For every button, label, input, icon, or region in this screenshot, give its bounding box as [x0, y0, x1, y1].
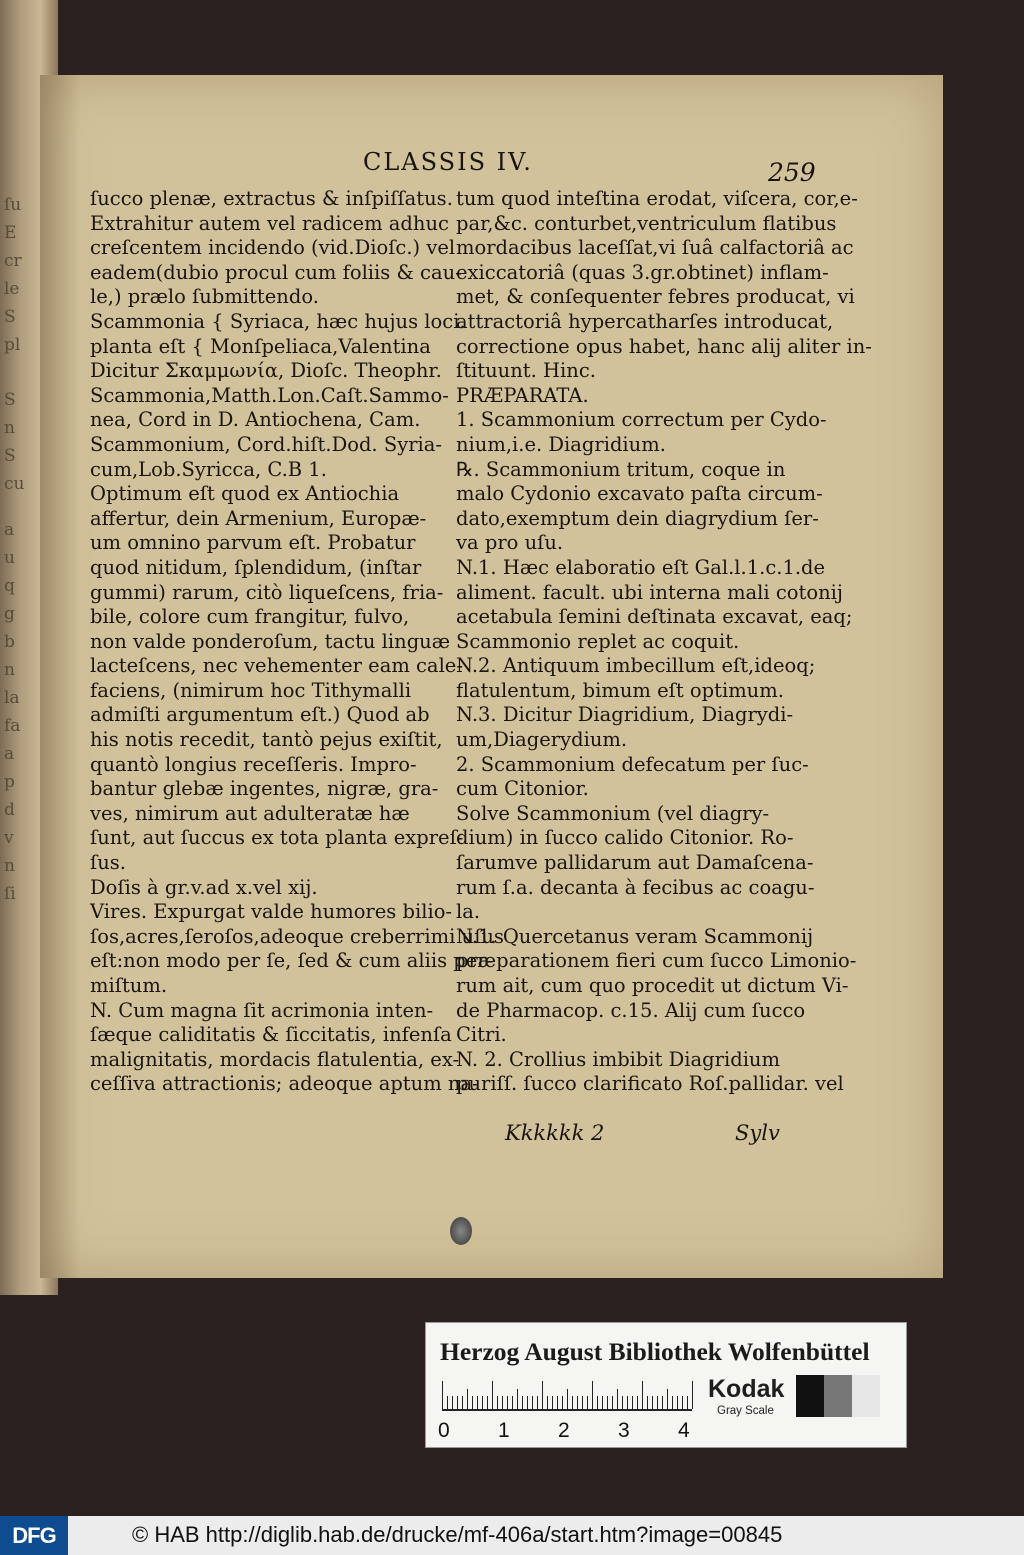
facing-page-text: q [4, 576, 15, 596]
color-calibration-bar [425, 1322, 907, 1448]
text-line: Dicitur Σκαμμωνία, Dioſc. Theophr. [90, 359, 442, 383]
facing-page-text: E [4, 223, 17, 243]
ruler-tick [482, 1396, 483, 1409]
ruler-tick [682, 1396, 683, 1409]
ruler-tick [517, 1389, 518, 1409]
text-line: le,) prælo ſubmittendo. [90, 285, 319, 309]
text-line: admiſti argumentum eſt.) Quod ab [90, 703, 430, 727]
text-line: tum quod inteſtina erodat, viſcera, cor,e- [456, 187, 858, 210]
ruler-number: 2 [558, 1419, 570, 1442]
facing-page-text: n [4, 660, 15, 680]
ruler-tick [632, 1396, 633, 1409]
text-line: N.3. Dicitur Diagridium, Diagrydi- [456, 703, 794, 727]
text-line: um,Diagerydium. [456, 728, 628, 752]
footer-bar [0, 1516, 1024, 1555]
ruler-tick [557, 1396, 558, 1409]
text-line: Optimum eſt quod ex Antiochia [90, 482, 400, 506]
text-line: puriſſ. ſucco clarificato Roſ.pallidar. vel [456, 1072, 844, 1096]
text-line: Doſis à gr.v.ad x.vel xij. [90, 875, 318, 899]
ruler-tick [542, 1381, 543, 1409]
text-line: ſarumve pallidarum aut Damaſcena- [456, 851, 814, 875]
ruler-tick [512, 1396, 513, 1409]
text-line: Vires. Expurgat valde humores bilio- [90, 900, 453, 924]
facing-page-text: ſu [4, 195, 22, 215]
signature-mark: Kkkkkk 2 [505, 1121, 605, 1145]
ruler-tick [457, 1396, 458, 1409]
ruler-tick [662, 1396, 663, 1409]
text-line: his notis recedit, tantò pejus exiſtit, [90, 728, 443, 752]
text-line: rum ait, cum quo procedit ut dictum Vi- [456, 974, 849, 997]
facing-page-text: S [4, 307, 16, 327]
text-line: Scammonia,Matth.Lon.Caſt.Sammo- [90, 383, 449, 407]
ruler-tick [462, 1396, 463, 1409]
text-line: bantur glebæ ingentes, nigræ, gra- [90, 777, 439, 801]
ruler-tick [657, 1396, 658, 1409]
copyright-link[interactable]: © HAB http://diglib.hab.de/drucke/mf-406a/start.htm?image=00845 [132, 1522, 783, 1547]
ruler-tick [497, 1396, 498, 1409]
facing-page-text: S [4, 390, 16, 410]
text-line: præparationem fieri cum ſucco Limonio- [456, 949, 857, 973]
ruler-number: 0 [438, 1419, 450, 1442]
ruler-tick [607, 1396, 608, 1409]
text-line: nium,i.e. Diagridium. [456, 432, 666, 456]
ruler-tick [522, 1396, 523, 1409]
text-line: nea, Cord in D. Antiochena, Cam. [90, 408, 421, 432]
facing-page-text: fa [4, 716, 21, 736]
facing-page-text: cu [4, 474, 25, 494]
ruler-tick [647, 1396, 648, 1409]
text-line: malo Cydonio excavato paſta circum- [456, 482, 823, 506]
text-line: quod nitidum, ſplendidum, (inſtar [90, 555, 422, 579]
facing-page-text: S [4, 446, 16, 466]
book-page [40, 75, 943, 1278]
ruler-tick [487, 1396, 488, 1409]
swatch-black [796, 1375, 824, 1417]
text-line: ves, nimirum aut adulteratæ hæ [90, 801, 410, 825]
text-line: Scammonio replet ac coquit. [456, 629, 740, 653]
ruler-number: 4 [678, 1419, 690, 1442]
text-line: dium) in ſucco calido Citonior. Ro- [456, 826, 794, 850]
ruler-tick [447, 1396, 448, 1409]
right-column [456, 187, 872, 1097]
text-line: mordacibus laceſſat,vi ſuâ calfactoriâ ac [456, 236, 854, 260]
facing-page-text: ſi [4, 884, 16, 904]
facing-page-text: u [4, 548, 15, 568]
ruler-tick [622, 1396, 623, 1409]
text-line: Scammonia { Syriaca, hæc hujus loci. [90, 309, 466, 333]
ruler-tick [582, 1396, 583, 1409]
text-line: acetabula ſemini deſtinata excavat, eaq; [456, 605, 853, 629]
text-line: rum ſ.a. decanta à fecibus ac coagu- [456, 875, 815, 899]
ruler-tick [687, 1396, 688, 1409]
ruler-tick [452, 1396, 453, 1409]
text-line: aliment. facult. ubi interna mali cotonij [456, 580, 843, 604]
text-line: bile, colore cum frangitur, fulvo, [90, 605, 410, 629]
ruler-tick [667, 1389, 668, 1409]
text-line: gummi) rarum, citò liqueſcens, fria- [90, 580, 444, 604]
text-line: ſos,acres,ſeroſos,adeoque creberrimi uſus [90, 924, 504, 948]
ruler-tick [502, 1396, 503, 1409]
text-line: non valde ponderoſum, tactu linguæ [90, 629, 451, 653]
swatch-white [852, 1375, 880, 1417]
running-header: CLASSIS IV. [363, 148, 533, 176]
text-line: la. [456, 900, 481, 924]
text-line: N.1. Hæc elaboratio eſt Gal.l.1.c.1.de [456, 555, 826, 579]
facing-page-text: d [4, 800, 15, 820]
text-line: PRÆPARATA. [456, 383, 589, 407]
ruler-tick [677, 1396, 678, 1409]
text-line: attractoriâ hypercatharſes introducat, [456, 309, 834, 333]
text-line: N.1. Quercetanus veram Scammonij [456, 924, 814, 948]
text-line: 2. Scammonium defecatum per ſuc- [456, 752, 809, 776]
facing-page-text: a [4, 520, 15, 540]
text-line: par,&c. conturbet,ventriculum flatibus [456, 211, 837, 235]
kodak-logo: Kodak [708, 1375, 785, 1403]
ruler-tick [477, 1396, 478, 1409]
ruler-tick [562, 1396, 563, 1409]
text-line: ſæque caliditatis & ſiccitatis, infenſa [90, 1023, 452, 1047]
text-line: ceſſiva attractionis; adeoque aptum na- [90, 1072, 479, 1096]
text-line: exiccatoriâ (quas 3.gr.obtinet) inflam- [456, 260, 829, 284]
ruler-tick [642, 1381, 643, 1409]
ruler-tick [612, 1396, 613, 1409]
ruler-number: 3 [618, 1419, 630, 1442]
ruler-tick [467, 1389, 468, 1409]
library-stamp [450, 1217, 472, 1245]
ruler-tick [692, 1381, 693, 1409]
facing-page-text: g [4, 604, 15, 624]
page-number: 259 [768, 158, 816, 187]
ruler-tick [537, 1396, 538, 1409]
ruler-tick [652, 1396, 653, 1409]
ruler-tick [577, 1396, 578, 1409]
ruler-number: 1 [498, 1419, 510, 1442]
catchword: Sylv [735, 1121, 780, 1145]
text-line: ſus. [90, 851, 126, 875]
ruler-tick [597, 1396, 598, 1409]
facing-page-text: pl [4, 335, 21, 355]
ruler-tick [442, 1381, 443, 1409]
text-line: faciens, (nimirum hoc Tithymalli [90, 678, 412, 702]
text-line: ſucco plenæ, extractus & inſpiſſatus. [90, 187, 453, 210]
ruler-tick [547, 1396, 548, 1409]
swatch-gray [824, 1375, 852, 1417]
ruler-tick [627, 1396, 628, 1409]
text-line: met, & conſequenter febres producat, vi [456, 285, 855, 309]
facing-page-text: la [4, 688, 20, 708]
text-line: Extrahitur autem vel radicem adhuc [90, 211, 449, 235]
text-line: ſunt, aut ſuccus ex tota planta expreſ- [90, 826, 464, 850]
measurement-ruler [442, 1379, 692, 1411]
facing-page-text: p [4, 772, 15, 792]
text-line: va pro uſu. [456, 531, 564, 555]
facing-page-text: n [4, 856, 15, 876]
text-line: quantò longius receſſeris. Impro- [90, 752, 417, 776]
text-line: ℞. Scammonium tritum, coque in [456, 457, 786, 481]
ruler-tick [617, 1389, 618, 1409]
text-line: malignitatis, mordacis flatulentia, ex- [90, 1047, 460, 1071]
ruler-tick [592, 1381, 593, 1409]
ruler-tick [587, 1396, 588, 1409]
text-line: miſtum. [90, 974, 168, 997]
text-line: ſtituunt. Hinc. [456, 359, 596, 383]
text-line: creſcentem incidendo (vid.Dioſc.) vel [90, 236, 456, 260]
ruler-tick [637, 1396, 638, 1409]
text-line: planta eſt { Monſpeliaca,Valentina [90, 334, 431, 358]
text-line: Solve Scammonium (vel diagry- [456, 801, 770, 825]
ruler-tick [527, 1396, 528, 1409]
text-line: lacteſcens, nec vehementer eam cale- [90, 654, 463, 678]
facing-page-text: b [4, 632, 15, 652]
text-line: affertur, dein Armenium, Europæ- [90, 506, 427, 530]
facing-page-text: le [4, 279, 20, 299]
facing-page-text: n [4, 418, 15, 438]
ruler-tick [532, 1396, 533, 1409]
ruler-tick [492, 1381, 493, 1409]
text-line: eadem(dubio procul cum foliis & cau- [90, 260, 462, 284]
text-line: um omnino parvum eſt. Probatur [90, 531, 416, 555]
text-line: N. 2. Crollius imbibit Diagridium [456, 1047, 780, 1071]
text-line: N.2. Antiquum imbecillum eſt,ideoq; [456, 654, 816, 678]
ruler-tick [672, 1396, 673, 1409]
text-line: eſt:non modo per ſe, ſed & cum aliis per- [90, 949, 494, 973]
ruler-tick [507, 1396, 508, 1409]
dfg-logo: DFG [0, 1516, 68, 1555]
text-line: Citri. [456, 1023, 507, 1047]
text-line: flatulentum, bimum eſt optimum. [456, 678, 784, 702]
text-line: 1. Scammonium correctum per Cydo- [456, 408, 827, 432]
ruler-tick [567, 1389, 568, 1409]
text-line: de Pharmacop. c.15. Alij cum ſucco [456, 998, 806, 1022]
library-name: Herzog August Bibliothek Wolfenbüttel [440, 1337, 870, 1366]
ruler-tick [572, 1396, 573, 1409]
facing-page-text: cr [4, 251, 22, 271]
facing-page-text: v [4, 828, 14, 848]
text-line: N. Cum magna ſit acrimonia inten- [90, 998, 434, 1022]
text-line: correctione opus habet, hanc alij aliter in- [456, 334, 872, 358]
ruler-tick [472, 1396, 473, 1409]
ruler-tick [602, 1396, 603, 1409]
text-line: cum,Lob.Syricca, C.B 1. [90, 457, 327, 481]
ruler-tick [552, 1396, 553, 1409]
facing-page-text: a [4, 744, 15, 764]
text-line: Scammonium, Cord.hiſt.Dod. Syria- [90, 432, 442, 456]
text-line: cum Citonior. [456, 777, 589, 801]
text-line: dato,exemptum dein diagrydium ſer- [456, 506, 819, 530]
gray-scale-label: Gray Scale [717, 1405, 774, 1417]
